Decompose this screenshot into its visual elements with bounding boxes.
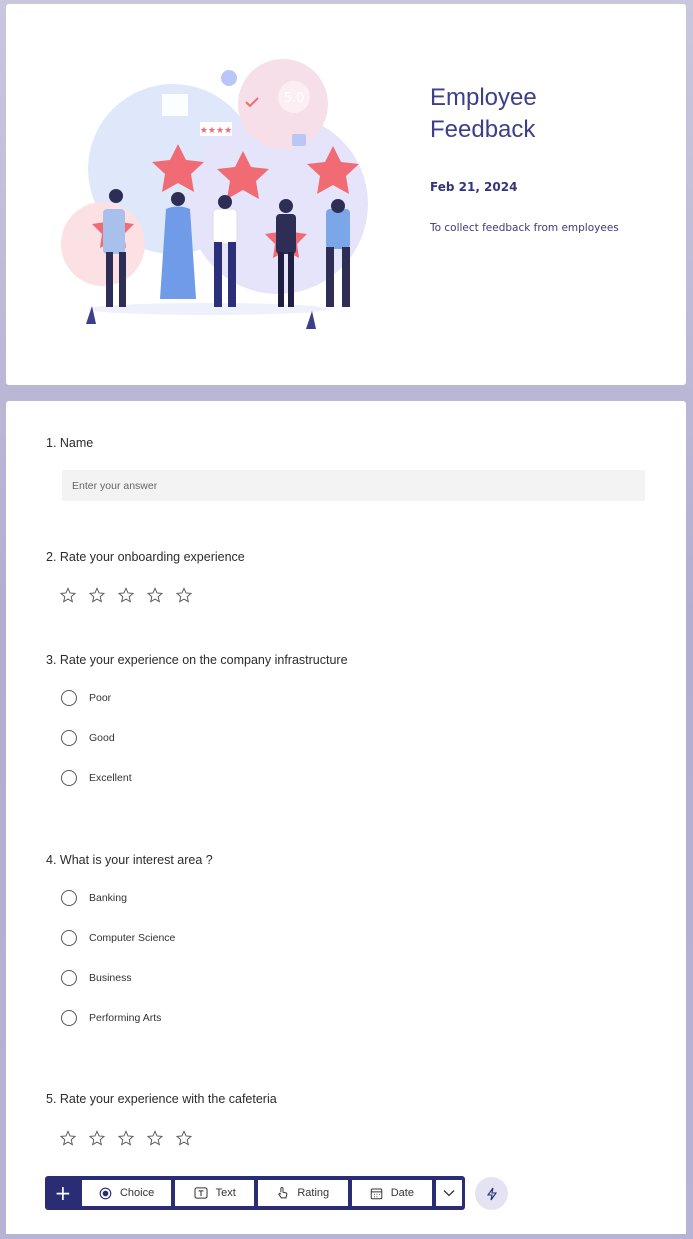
star-icon[interactable] bbox=[147, 587, 163, 603]
radio-icon[interactable] bbox=[61, 930, 77, 946]
form-description: To collect feedback from employees bbox=[430, 222, 619, 234]
star-icon[interactable] bbox=[60, 587, 76, 603]
star-icon[interactable] bbox=[89, 587, 105, 603]
option-label: Performing Arts bbox=[89, 1012, 162, 1024]
option-label: Banking bbox=[89, 892, 127, 904]
star-icon[interactable] bbox=[147, 1130, 163, 1146]
star-icon[interactable] bbox=[89, 1130, 105, 1146]
star-icon[interactable] bbox=[118, 587, 134, 603]
svg-text:★★★★: ★★★★ bbox=[199, 126, 233, 136]
form-title: Employee Feedback bbox=[430, 84, 537, 143]
option-label: Poor bbox=[89, 692, 112, 704]
option-business[interactable] bbox=[61, 970, 132, 986]
chevron-down-icon bbox=[443, 1189, 455, 1197]
option-label: Computer Science bbox=[89, 932, 176, 944]
option-computer-science[interactable] bbox=[61, 930, 175, 946]
feedback-illustration bbox=[58, 54, 388, 344]
option-banking[interactable] bbox=[61, 890, 127, 906]
lightning-icon bbox=[486, 1187, 498, 1201]
add-question-toolbar bbox=[45, 1176, 465, 1210]
question-title: 1. Name bbox=[46, 436, 94, 450]
option-label: Good bbox=[89, 732, 115, 744]
option-label: Business bbox=[89, 972, 132, 984]
radio-icon[interactable] bbox=[61, 690, 77, 706]
form-body bbox=[6, 401, 686, 1234]
plus-icon: + bbox=[54, 1181, 72, 1205]
question-title: 5. Rate your experience with the cafeteria bbox=[46, 1092, 277, 1106]
add-question-button[interactable] bbox=[48, 1179, 78, 1207]
choice-label: Choice bbox=[119, 1187, 155, 1199]
radio-icon bbox=[99, 1187, 112, 1200]
date-button[interactable] bbox=[352, 1180, 433, 1206]
option-performing-arts[interactable] bbox=[61, 1010, 161, 1026]
text-button[interactable] bbox=[175, 1180, 254, 1206]
star-icon[interactable] bbox=[118, 1130, 134, 1146]
question-title: 3. Rate your experience on the company infrastructure bbox=[46, 653, 348, 667]
option-good[interactable] bbox=[61, 730, 115, 746]
name-input[interactable] bbox=[62, 470, 645, 501]
rating-label: Rating bbox=[297, 1187, 330, 1199]
radio-icon[interactable] bbox=[61, 890, 77, 906]
star-icon[interactable] bbox=[60, 1130, 76, 1146]
date-label: Date bbox=[390, 1187, 414, 1199]
option-excellent[interactable] bbox=[61, 770, 132, 786]
header-card bbox=[6, 4, 686, 385]
option-label: Excellent bbox=[89, 772, 132, 784]
option-poor[interactable] bbox=[61, 690, 111, 706]
thumb-icon bbox=[276, 1186, 289, 1200]
question-title: 4. What is your interest area ? bbox=[46, 853, 213, 867]
star-icon[interactable] bbox=[176, 1130, 192, 1146]
cafeteria-rating bbox=[60, 1130, 192, 1146]
text-label: Text bbox=[215, 1187, 236, 1199]
rating-button[interactable] bbox=[258, 1180, 348, 1206]
text-icon bbox=[194, 1187, 208, 1199]
radio-icon[interactable] bbox=[61, 1010, 77, 1026]
suggestions-button[interactable] bbox=[475, 1177, 508, 1210]
question-title: 2. Rate your onboarding experience bbox=[46, 550, 245, 564]
radio-icon[interactable] bbox=[61, 730, 77, 746]
badge-label: 5.0 bbox=[283, 91, 305, 106]
star-icon[interactable] bbox=[176, 587, 192, 603]
more-types-button[interactable] bbox=[436, 1180, 462, 1206]
onboarding-rating bbox=[60, 587, 192, 603]
calendar-icon bbox=[370, 1187, 383, 1200]
radio-icon[interactable] bbox=[61, 970, 77, 986]
radio-icon[interactable] bbox=[61, 770, 77, 786]
form-date: Feb 21, 2024 bbox=[430, 180, 518, 194]
choice-button[interactable] bbox=[82, 1180, 172, 1206]
